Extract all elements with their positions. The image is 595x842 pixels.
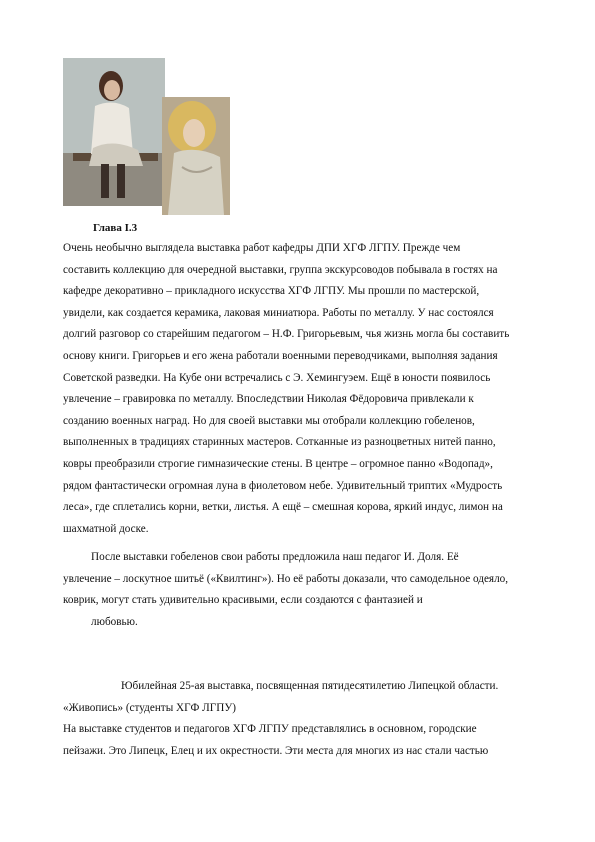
paragraph-jubilee-exhibition — [63, 676, 543, 762]
text-line: созданию военных наград. Но для своей выставки мы отобрали коллекцию гобеленов, — [63, 414, 475, 427]
painting-golden-hair-woman — [162, 97, 230, 215]
text-line: Советской разведки. На Кубе они встречались с Э. Хемингуэем. Ещё в юности появилось — [63, 371, 491, 384]
text-line: рядом фантастически огромная луна в фиолетовом небе. Удивительный триптих «Мудрость — [63, 479, 503, 492]
text-line: ковры преобразили строгие гимназические стены. В центре – огромное панно «Водопад», — [63, 457, 493, 470]
text-line: пейзажи. Это Липецк, Елец и их окрестности. Эти места для многих из нас стали частью — [63, 744, 489, 757]
text-line: любовью. — [91, 615, 138, 628]
text-line: шахматной доске. — [63, 522, 149, 535]
paragraph-exhibition-dpi — [63, 238, 543, 540]
text-line: основу книги. Григорьев и его жена работали военными переводчиками, выполняя задания — [63, 349, 498, 362]
painting-seated-woman — [63, 58, 165, 206]
text-line: увлечение – гравировка по металлу. Впоследствии Николая Фёдоровича привлекали к — [63, 393, 474, 406]
text-line: долгий разговор со старейшим педагогом – Н.Ф. Григорьевым, чья жизнь могла бы составить — [63, 328, 510, 341]
text-line: леса», где сплетались корни, ветки, листья. А ещё – смешная корова, яркий индус, лимон на — [63, 501, 503, 514]
chapter-caption: Глава I.3 — [93, 222, 138, 234]
text-line: кафедре декоративно – прикладного искусства ХГФ ЛГПУ. Мы прошли по мастерской, — [63, 285, 480, 298]
text-line: После выставки гобеленов свои работы предложила наш педагог И. Доля. Её — [91, 551, 459, 563]
text-line: На выставке студентов и педагогов ХГФ ЛГПУ представлялись в основном, городские — [63, 723, 477, 736]
paragraph-quilting — [63, 547, 543, 633]
text-line: выполненных в традициях старинных мастеров. Сотканные из разноцветных нитей панно, — [63, 436, 496, 449]
text-line: Юбилейная 25-ая выставка, посвященная пятидесятилетию Липецкой области. — [121, 680, 499, 692]
text-line: составить коллекцию для очередной выставки, группа экскурсоводов побывала в гостях на — [63, 263, 498, 276]
text-line: коврик, могут стать удивительно красивыми, если создаются с фантазией и — [63, 594, 423, 607]
text-line: увлечение – лоскутное шитьё («Квилтинг»). Но её работы доказали, что самодельное одеяло, — [63, 572, 509, 585]
text-line: увидели, как создается керамика, лаковая миниатюра. Работы по металлу. У нас состоялся — [63, 306, 494, 319]
text-line: «Живопись» (студенты ХГФ ЛГПУ) — [63, 701, 236, 714]
text-line: Очень необычно выглядела выставка работ кафедры ДПИ ХГФ ЛГПУ. Прежде чем — [63, 242, 461, 254]
